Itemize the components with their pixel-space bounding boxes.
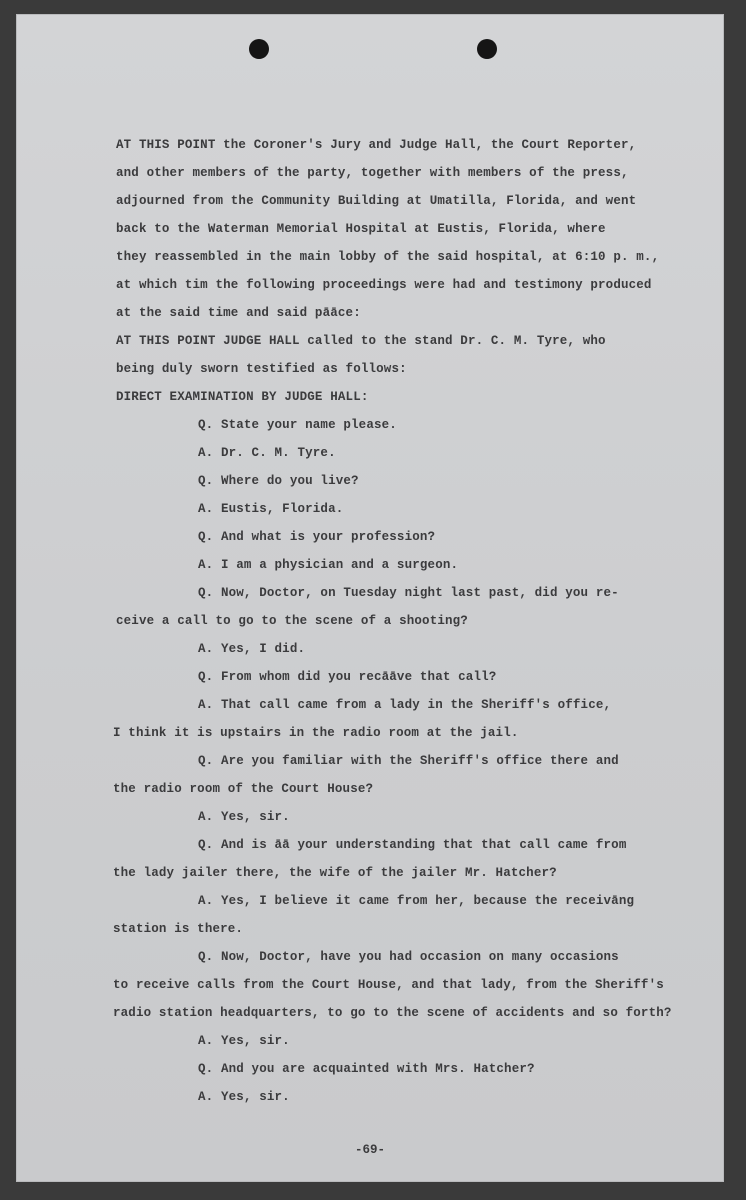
text-line: back to the Waterman Memorial Hospital at Eustis, Florida, where: [116, 222, 606, 236]
question-line: Q. From whom did you recāāve that call?: [198, 670, 497, 684]
answer-line: A. I am a physician and a surgeon.: [198, 558, 459, 572]
question-line-cont: to receive calls from the Court House, and that lady, from the Sheriff's: [113, 978, 664, 992]
text-line: at the said time and said pāāce:: [116, 306, 361, 320]
question-line: Q. Where do you live?: [198, 474, 359, 488]
question-line: Q. Now, Doctor, on Tuesday night last past, did you re-: [198, 586, 619, 600]
question-line: Q. State your name please.: [198, 418, 397, 432]
question-line: Q. And you are acquainted with Mrs. Hatcher?: [198, 1062, 535, 1076]
question-line-cont: the lady jailer there, the wife of the jailer Mr. Hatcher?: [113, 866, 557, 880]
text-line: adjourned from the Community Building at Umatilla, Florida, and went: [116, 194, 637, 208]
text-line: being duly sworn testified as follows:: [116, 362, 407, 376]
question-line: Q. Now, Doctor, have you had occasion on many occasions: [198, 950, 619, 964]
answer-line: A. Yes, sir.: [198, 1090, 290, 1104]
question-line-cont: the radio room of the Court House?: [113, 782, 374, 796]
text-line: AT THIS POINT JUDGE HALL called to the stand Dr. C. M. Tyre, who: [116, 334, 606, 348]
answer-line: A. That call came from a lady in the Sheriff's office,: [198, 698, 612, 712]
transcript-body: [16, 14, 724, 1182]
page-number: -69-: [355, 1143, 386, 1157]
answer-line: A. Yes, sir.: [198, 1034, 290, 1048]
answer-line: A. Yes, I believe it came from her, because the receivāng: [198, 894, 635, 908]
answer-line: A. Dr. C. M. Tyre.: [198, 446, 336, 460]
section-heading: DIRECT EXAMINATION BY JUDGE HALL:: [116, 390, 369, 404]
answer-line-cont: I think it is upstairs in the radio room at the jail.: [113, 726, 519, 740]
document-page: [16, 14, 724, 1182]
answer-line: A. Yes, sir.: [198, 810, 290, 824]
question-line: Q. Are you familiar with the Sheriff's office there and: [198, 754, 619, 768]
question-line: Q. And what is your profession?: [198, 530, 436, 544]
answer-line: A. Yes, I did.: [198, 642, 306, 656]
text-line: at which tim the following proceedings were had and testimony produced: [116, 278, 652, 292]
answer-line: A. Eustis, Florida.: [198, 502, 344, 516]
question-line-cont: radio station headquarters, to go to the scene of accidents and so forth?: [113, 1006, 672, 1020]
question-line: Q. And is āā your understanding that that call came from: [198, 838, 627, 852]
question-line-cont: ceive a call to go to the scene of a shooting?: [116, 614, 468, 628]
answer-line-cont: station is there.: [113, 922, 244, 936]
text-line: AT THIS POINT the Coroner's Jury and Judge Hall, the Court Reporter,: [116, 138, 637, 152]
text-line: and other members of the party, together with members of the press,: [116, 166, 629, 180]
text-line: they reassembled in the main lobby of the said hospital, at 6:10 p. m.,: [116, 250, 660, 264]
